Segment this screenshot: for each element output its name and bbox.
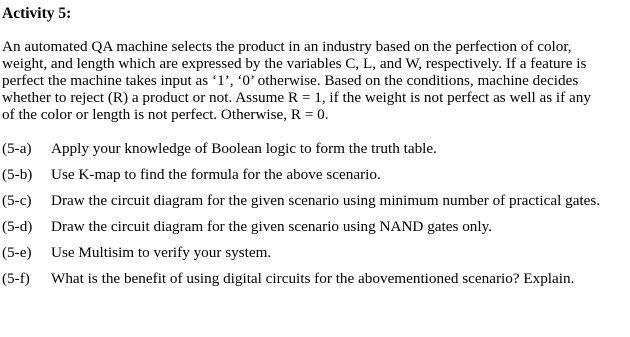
problem-statement-line: weight, and length which are expressed by the variables C, L, and W, respectively. If a feature is [2, 55, 587, 72]
task-text: Apply your knowledge of Boolean logic to form the truth table. [51, 140, 437, 157]
task-label: (5-d) [2, 218, 33, 235]
task-item-5b [2, 166, 628, 192]
task-item-5d [2, 218, 628, 244]
task-text: Use Multisim to verify your system. [51, 244, 272, 261]
task-label: (5-e) [2, 244, 32, 261]
task-text: Use K-map to find the formula for the above scenario. [51, 166, 381, 183]
task-label: (5-f) [2, 270, 30, 287]
task-text: Draw the circuit diagram for the given scenario using NAND gates only. [51, 218, 493, 235]
problem-statement-line: An automated QA machine selects the product in an industry based on the perfection of color, [2, 38, 572, 55]
problem-statement-line: of the color or length is not perfect. Otherwise, R = 0. [2, 106, 329, 123]
problem-statement-line: whether to reject (R) a product or not. Assume R = 1, if the weight is not perfect as well as if any [2, 89, 591, 106]
task-list [2, 140, 628, 296]
task-item-5a [2, 140, 628, 166]
activity-title: Activity 5: [2, 5, 72, 22]
task-item-5e [2, 244, 628, 270]
task-label: (5-c) [2, 192, 32, 209]
task-text: Draw the circuit diagram for the given scenario using minimum number of practical gates. [51, 192, 601, 209]
task-item-5c [2, 192, 628, 218]
task-label: (5-b) [2, 166, 33, 183]
problem-statement-line: perfect the machine takes input as ‘1’, ‘0’ otherwise. Based on the conditions, machine decides [2, 72, 579, 89]
problem-statement [2, 38, 628, 123]
task-item-5f [2, 270, 628, 296]
task-label: (5-a) [2, 140, 32, 157]
task-text: What is the benefit of using digital circuits for the abovementioned scenario? Explain. [51, 270, 575, 287]
